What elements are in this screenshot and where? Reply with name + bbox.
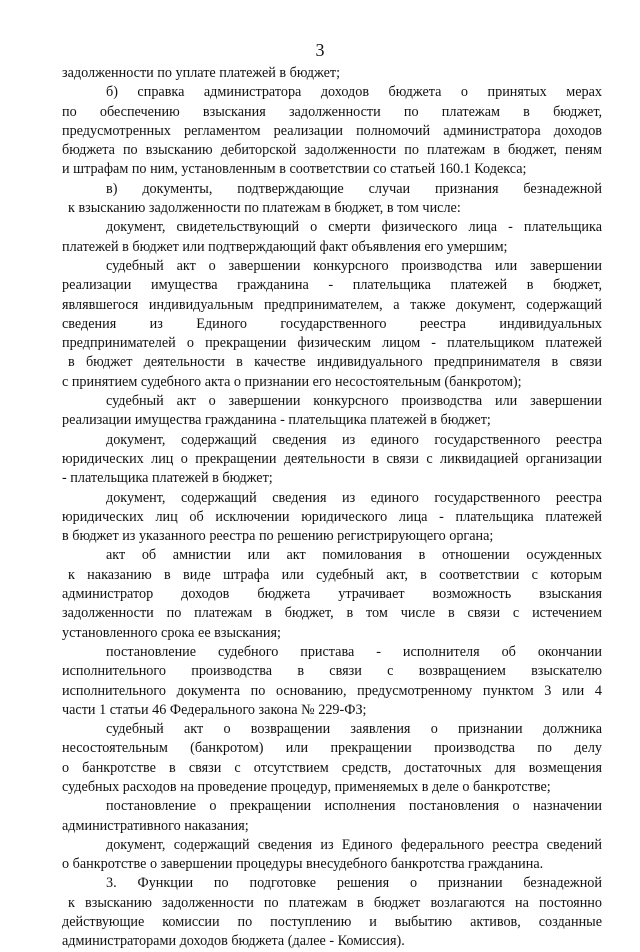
text-line: постановление о прекращении исполнения постановления о назначении [106, 798, 602, 815]
text-line: установленного срока ее взыскания; [62, 624, 281, 641]
text-line: и штрафам по ним, установленным в соответствии со статьей 160.1 Кодекса; [62, 161, 527, 178]
text-line: задолженности по платежам в бюджет, в том числе в связи с истечением [62, 605, 602, 622]
text-line: акт об амнистии или акт помилования в отношении осужденных [106, 547, 602, 564]
text-line: с принятием судебного акта о признании его несостоятельным (банкротом); [62, 373, 522, 390]
text-line: администраторами доходов бюджета (далее - Комиссия). [62, 933, 405, 950]
text-line: по обеспечению взыскания задолженности по платежам в бюджет, [62, 103, 602, 120]
text-line: предусмотренных регламентом реализации полномочий администратора доходов [62, 122, 602, 139]
document-body [62, 64, 602, 952]
text-line: к взысканию задолженности по платежам в бюджет возлагаются на постоянно [68, 894, 602, 911]
text-line: юридических лиц о прекращении деятельности в связи с ликвидацией организации [62, 450, 602, 467]
text-line: в бюджет из указанного реестра по решению регистрирующего органа; [62, 528, 494, 545]
text-line: документ, свидетельствующий о смерти физического лица - плательщика [106, 219, 602, 236]
text-line: сведения из Единого государственного реестра индивидуальных [62, 315, 602, 332]
text-line: администратор доходов бюджета утрачивает возможность взыскания [62, 586, 602, 603]
text-line: задолженности по уплате платежей в бюджет; [62, 65, 341, 81]
text-line: части 1 статьи 46 Федерального закона № 229-ФЗ; [62, 701, 367, 718]
text-line: судебный акт о завершении конкурсного производства или завершении [106, 393, 602, 410]
text-line: судебный акт о завершении конкурсного производства или завершении [106, 257, 602, 274]
text-line: документ, содержащий сведения из единого государственного реестра [106, 489, 602, 506]
text-line: предпринимателей о прекращении физическим лицом - плательщиком платежей [62, 335, 602, 352]
text-line: юридических лиц об исключении юридического лица - плательщика платежей [62, 508, 602, 525]
text-line: - плательщика платежей в бюджет; [62, 470, 273, 487]
text-line: в) документы, подтверждающие случаи признания безнадежной [106, 180, 602, 197]
text-line: к наказанию в виде штрафа или судебный акт, в соответствии с которым [68, 566, 602, 583]
text-line: несостоятельным (банкротом) или прекращении производства по делу [62, 740, 602, 757]
text-line: судебных расходов на проведение процедур, применяемых в деле о банкротстве; [62, 778, 551, 795]
text-line: в бюджет деятельности в качестве индивидуального предпринимателя в связи [68, 354, 602, 371]
text-line: исполнительного документа по основанию, предусмотренному пунктом 3 или 4 [62, 682, 602, 699]
text-line: б) справка администратора доходов бюджета о принятых мерах [106, 84, 602, 101]
page-number: 3 [315, 40, 325, 60]
text-line: к взысканию задолженности по платежам в бюджет, в том числе: [68, 200, 461, 217]
text-line: 3. Функции по подготовке решения о признании безнадежной [106, 875, 602, 892]
text-line: о банкротстве о завершении процедуры внесудебного банкротства гражданина. [62, 856, 544, 873]
text-line: судебный акт о возвращении заявления о признании должника [106, 721, 602, 738]
text-line: реализации имущества гражданина - плательщика платежей в бюджет; [62, 412, 491, 429]
text-line: исполнительного производства в связи с возвращением взыскателю [62, 663, 602, 680]
text-line: постановление судебного пристава - исполнителя об окончании [106, 643, 602, 660]
text-line: бюджета по взысканию дебиторской задолженности по платежам в бюджет, пеням [62, 142, 602, 159]
text-line: о банкротстве в связи с отсутствием средств, достаточных для возмещения [62, 759, 602, 776]
text-line: действующие комиссии по поступлению и выбытию активов, созданные [62, 914, 602, 931]
text-line: реализации имущества гражданина - плательщика платежей в бюджет, [62, 277, 602, 294]
text-line: административного наказания; [62, 817, 249, 834]
text-line: являвшегося индивидуальным предпринимателем, а также документ, содержащий [62, 296, 602, 313]
text-line: документ, содержащий сведения из единого государственного реестра [106, 431, 602, 448]
text-line: документ, содержащий сведения из Единого федерального реестра сведений [106, 836, 602, 853]
text-line: платежей в бюджет или подтверждающий факт объявления его умершим; [62, 238, 508, 255]
